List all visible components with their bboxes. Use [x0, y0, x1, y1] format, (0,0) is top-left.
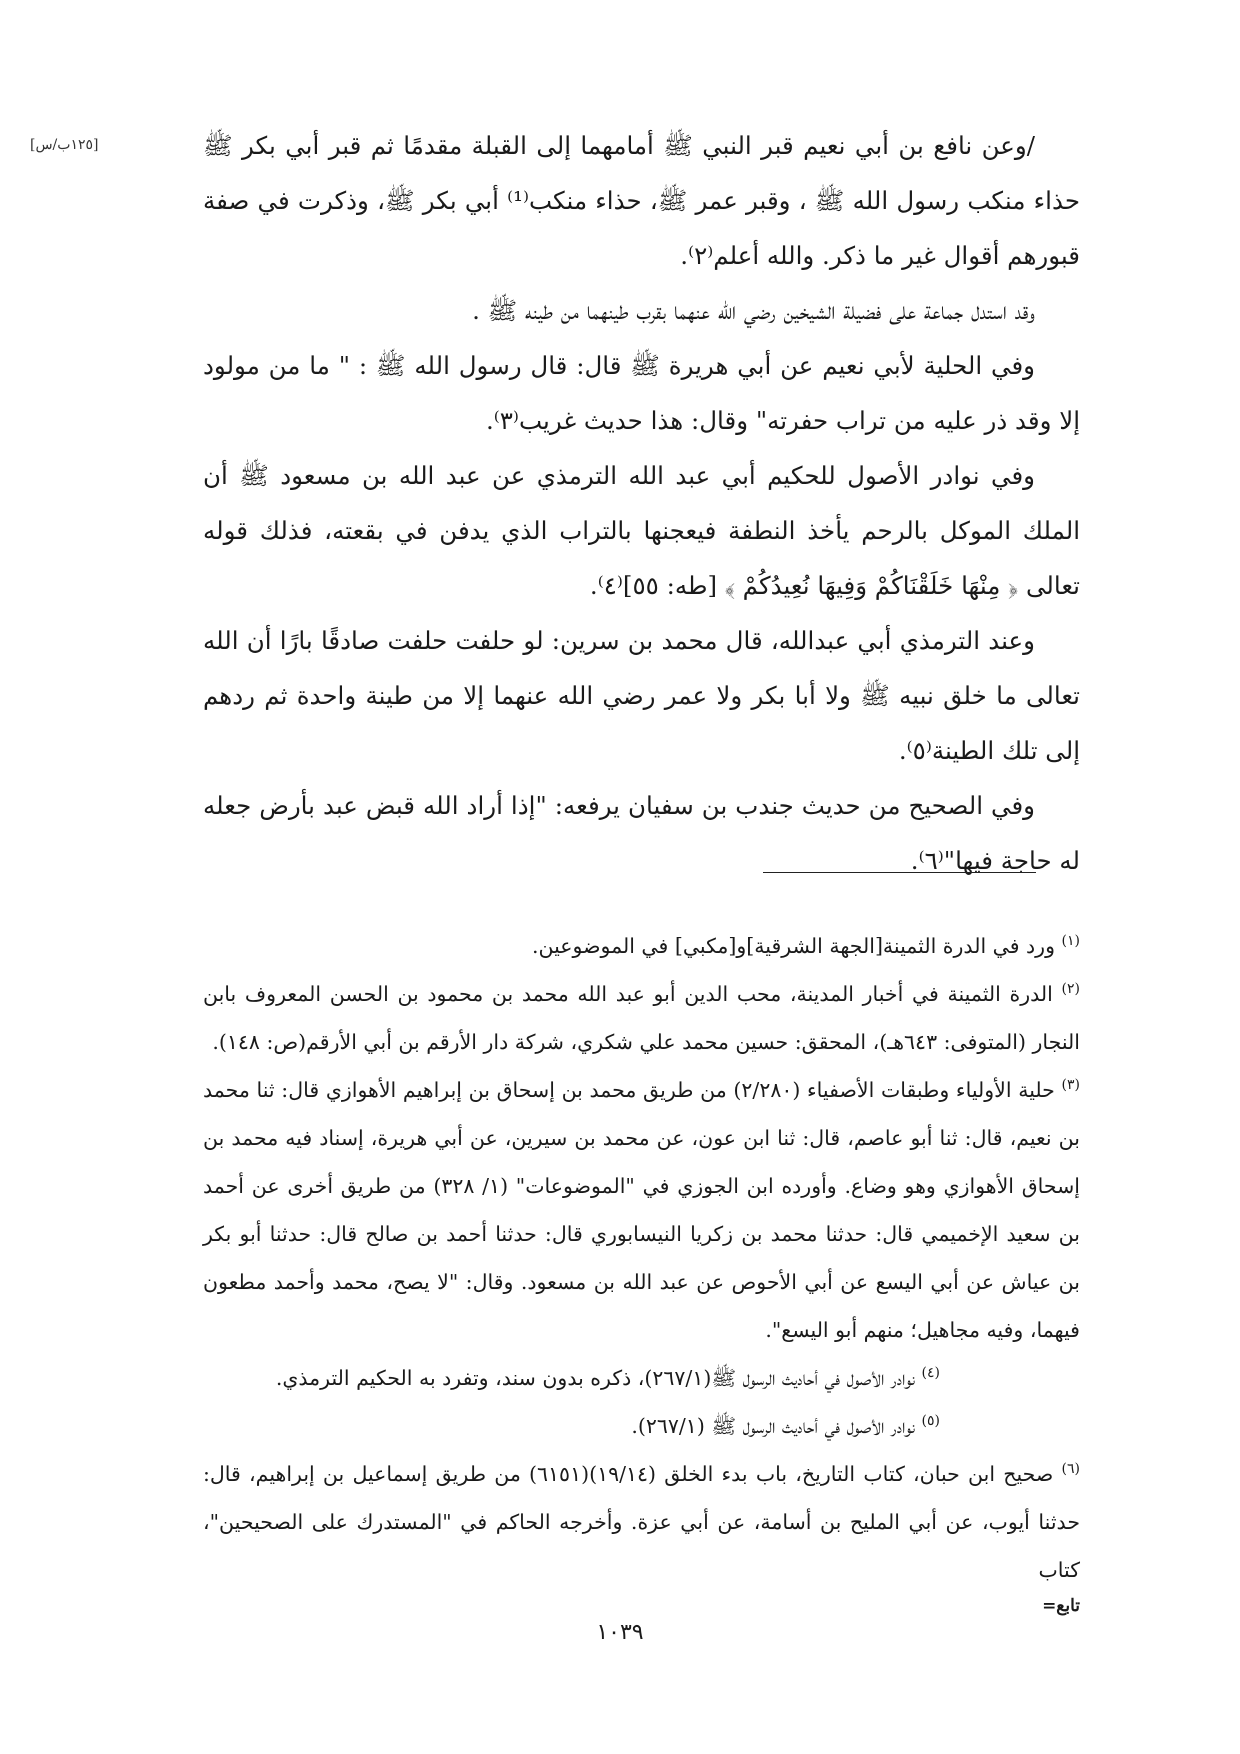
paragraph-4: وفي نوادر الأصول للحكيم أبي عبد الله الترمذي عن عبد الله بن مسعود ﷺ أن الملك الموكل بالرحم يأخذ النطفة فيعجنها بالتراب الذي يدفن في بقعته، فذلك قوله تعالى ﴿ مِنْهَا خَلَقْنَاكُمْ وَفِيهَا نُعِيدُكُمْ ﴾ [طه: ٥٥]⁽٤⁾. — [203, 461, 1080, 600]
footnote-3 — [203, 1066, 1080, 1354]
page-number: ١٠٣٩ — [596, 1620, 644, 1645]
main-text — [203, 118, 1080, 888]
footnote-mark: (١) — [1061, 933, 1080, 950]
paragraph-5: وعند الترمذي أبي عبدالله، قال محمد بن سرين: لو حلفت حلفت صادقًا بارًا أن الله تعالى ما خلق نبيه ﷺ ولا أبا بكر ولا عمر رضي الله عنهما إلا من طينة واحدة ثم ردهم إلى تلك الطينة⁽٥⁾. — [203, 626, 1080, 765]
footnote-5 — [203, 1402, 1080, 1450]
footnote-1 — [203, 922, 1080, 970]
footnote-text: حلية الأولياء وطبقات الأصفياء (٢/٢٨٠) من طريق محمد بن إسحاق بن إبراهيم الأهوازي قال: ثنا محمد بن نعيم، قال: ثنا أبو عاصم، قال: ثنا ابن عون، عن محمد بن سيرين، عن أبي هريرة، إسناد فيه محمد بن إسحاق الأهوازي وهو وضاع. وأورده ابن الجوزي في "الموضوعات" (١/ ٣٢٨) من طريق أخرى عن أحمد بن سعيد الإخميمي قال: حدثنا محمد بن زكريا النيسابوري قال: حدثنا أحمد بن صالح قال: حدثنا أبو بكر بن عياش عن أبي اليسع عن أبي الأحوص عن عبد الله بن مسعود. وقال: "لا يصح، محمد وأحمد مطعون فيهما، وفيه مجاهيل؛ منهم أبو اليسع". — [203, 1078, 1080, 1342]
continuation-label: تابع= — [1042, 1596, 1080, 1616]
paragraph-3: وفي الحلية لأبي نعيم عن أبي هريرة ﷺ قال: قال رسول الله ﷺ : " ما من مولود إلا وقد ذر عليه من تراب حفرته" وقال: هذا حديث غريب⁽٣⁾. — [203, 351, 1080, 435]
footnote-mark: (٥) — [921, 1413, 940, 1430]
footnote-text: الدرة الثمينة في أخبار المدينة، محب الدين أبو عبد الله محمد بن محمود بن الحسن المعروف بابن النجار (المتوفى: ٦٤٣هـ)، المحقق: حسين محمد علي شكري، شركة دار الأرقم بن أبي الأرقم(ص: ١٤٨). — [203, 982, 1080, 1054]
footnote-text: صحيح ابن حبان، كتاب التاريخ، باب بدء الخلق (١٩/١٤)(٦١٥١) من طريق إسماعيل بن إبراهيم، قال: حدثنا أيوب، عن أبي المليح بن أسامة، عن أبي عزة. وأخرجه الحاكم في "المستدرك على الصحيحين"، كتاب — [203, 1462, 1080, 1582]
footnote-mark: (٢) — [1061, 981, 1080, 998]
paragraph-1: /وعن نافع بن أبي نعيم قبر النبي ﷺ أمامهما إلى القبلة مقدمًا ثم قبر أبي بكر ﷺ حذاء منكب رسول الله ﷺ ، وقبر عمر ﷺ، حذاء منكب⁽¹⁾ أبي بكر ﷺ، وذكرت في صفة قبورهم أقوال غير ما ذكر. والله أعلم⁽٢⁾. — [203, 131, 1080, 270]
footnote-mark: (٣) — [1061, 1077, 1080, 1094]
paragraph-6: وفي الصحيح من حديث جندب بن سفيان يرفعه: "إذا أراد الله قبض عبد بأرض جعله له حاجة فيها"⁽٦⁾. — [203, 791, 1080, 875]
footnote-text: نوادر الأصول في أحاديث الرسول ﷺ(٢٦٧/١)، ذكره بدون سند، وتفرد به الحكيم الترمذي. — [275, 1366, 915, 1390]
margin-folio-note: [١٢٥ب/س] — [30, 137, 99, 153]
footnote-4 — [203, 1354, 1080, 1402]
footnote-text: ورد في الدرة الثمينة[الجهة الشرقية]و[مكبي] في الموضوعين. — [531, 934, 1055, 958]
footnote-divider — [763, 872, 1036, 873]
paragraph-2: وقد استدل جماعة على فضيلة الشيخين رضي الله عنهما بقرب طينهما من طينه ﷺ . — [472, 296, 1035, 325]
footnote-2 — [203, 970, 1080, 1066]
footnote-mark: (٦) — [1061, 1461, 1080, 1478]
footnote-mark: (٤) — [921, 1365, 940, 1382]
footnote-6 — [203, 1450, 1080, 1594]
footnotes — [203, 922, 1080, 1594]
footnote-text: نوادر الأصول في أحاديث الرسول ﷺ (٢٦٧/١). — [631, 1414, 915, 1438]
